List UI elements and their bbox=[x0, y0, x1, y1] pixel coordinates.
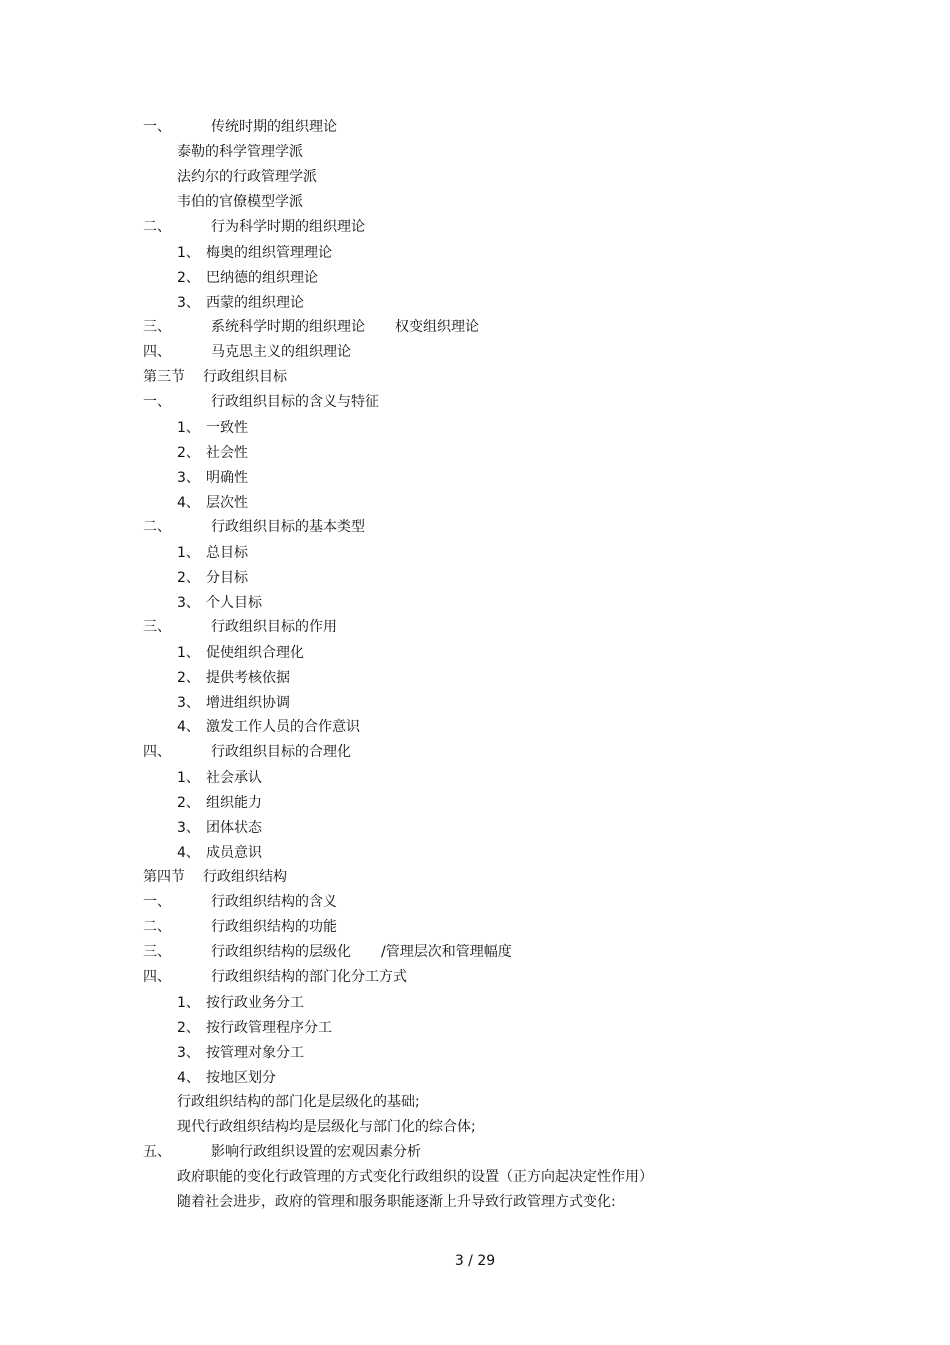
list-item-number: 4、 bbox=[177, 495, 200, 511]
page-number: 3 / 29 bbox=[454, 1253, 496, 1269]
list-item-text: 明确性 bbox=[206, 470, 248, 486]
list-item-text: 个人目标 bbox=[206, 595, 262, 611]
list-item-number: 2、 bbox=[177, 795, 200, 811]
list-item-text: 层次性 bbox=[206, 495, 248, 511]
list-item-number: 1、 bbox=[177, 545, 200, 561]
list-item-number: 3、 bbox=[177, 295, 200, 311]
heading-number: 四、 bbox=[143, 344, 171, 360]
list-item-number: 1、 bbox=[177, 245, 200, 261]
list-item-text: 成员意识 bbox=[206, 845, 262, 861]
list-item-number: 2、 bbox=[177, 570, 200, 586]
section-title: 行政组织目标 bbox=[203, 369, 287, 385]
list-item-text: 提供考核依据 bbox=[206, 670, 290, 686]
heading-number: 一、 bbox=[143, 894, 171, 910]
list-item-number: 4、 bbox=[177, 719, 200, 735]
list-item-text: 梅奥的组织管理理论 bbox=[206, 245, 332, 261]
heading-text: 行政组织结构的部门化分工方式 bbox=[211, 969, 407, 985]
heading-text: 行政组织目标的作用 bbox=[211, 619, 337, 635]
list-item-number: 1、 bbox=[177, 770, 200, 786]
heading-text: 行政组织目标的含义与特征 bbox=[211, 394, 379, 410]
list-item-text: 组织能力 bbox=[206, 795, 262, 811]
heading-text: 影响行政组织设置的宏观因素分析 bbox=[211, 1144, 421, 1160]
list-item-number: 3、 bbox=[177, 820, 200, 836]
paragraph-line: 随着社会进步，政府的管理和服务职能逐渐上升导致行政管理方式变化: bbox=[177, 1194, 616, 1210]
list-item-text: 总目标 bbox=[206, 545, 248, 561]
paragraph-line: 现代行政组织结构均是层级化与部门化的综合体; bbox=[177, 1119, 476, 1135]
heading-extra-text: /管理层次和管理幅度 bbox=[381, 944, 512, 960]
heading-text: 行政组织目标的基本类型 bbox=[211, 519, 365, 535]
heading-number: 一、 bbox=[143, 119, 171, 135]
list-item-number: 2、 bbox=[177, 270, 200, 286]
list-item-number: 3、 bbox=[177, 470, 200, 486]
heading-text: 行政组织结构的层级化 bbox=[211, 944, 351, 960]
list-item-number: 3、 bbox=[177, 1045, 200, 1061]
list-item-number: 1、 bbox=[177, 420, 200, 436]
list-item-text: 巴纳德的组织理论 bbox=[206, 270, 318, 286]
heading-extra-text: 权变组织理论 bbox=[395, 319, 479, 335]
heading-number: 二、 bbox=[143, 219, 171, 235]
section-number: 第三节 bbox=[143, 369, 185, 385]
list-item-number: 2、 bbox=[177, 445, 200, 461]
heading-number: 一、 bbox=[143, 394, 171, 410]
list-item-text: 一致性 bbox=[206, 420, 248, 436]
list-item-text: 激发工作人员的合作意识 bbox=[206, 719, 360, 735]
list-item-number: 4、 bbox=[177, 845, 200, 861]
list-item-text: 按行政管理程序分工 bbox=[206, 1020, 332, 1036]
list-item-number: 4、 bbox=[177, 1070, 200, 1086]
heading-text: 行政组织目标的合理化 bbox=[211, 744, 351, 760]
heading-text: 马克思主义的组织理论 bbox=[211, 344, 351, 360]
list-item-number: 1、 bbox=[177, 645, 200, 661]
list-item-text: 按行政业务分工 bbox=[206, 995, 304, 1011]
paragraph-line: 泰勒的科学管理学派 bbox=[177, 144, 303, 160]
list-item-text: 促使组织合理化 bbox=[206, 645, 304, 661]
paragraph-line: 政府职能的变化行政管理的方式变化行政组织的设置（正方向起决定性作用） bbox=[177, 1169, 653, 1185]
list-item-text: 社会承认 bbox=[206, 770, 262, 786]
list-item-number: 3、 bbox=[177, 695, 200, 711]
section-number: 第四节 bbox=[143, 869, 185, 885]
heading-text: 行为科学时期的组织理论 bbox=[211, 219, 365, 235]
paragraph-line: 韦伯的官僚模型学派 bbox=[177, 194, 303, 210]
heading-number: 四、 bbox=[143, 744, 171, 760]
heading-number: 四、 bbox=[143, 969, 171, 985]
heading-text: 系统科学时期的组织理论 bbox=[211, 319, 365, 335]
heading-text: 传统时期的组织理论 bbox=[211, 119, 337, 135]
list-item-text: 团体状态 bbox=[206, 820, 262, 836]
heading-text: 行政组织结构的功能 bbox=[211, 919, 337, 935]
list-item-text: 按地区划分 bbox=[206, 1070, 276, 1086]
heading-number: 三、 bbox=[143, 619, 171, 635]
heading-text: 行政组织结构的含义 bbox=[211, 894, 337, 910]
list-item-text: 西蒙的组织理论 bbox=[206, 295, 304, 311]
list-item-number: 2、 bbox=[177, 1020, 200, 1036]
list-item-text: 增进组织协调 bbox=[206, 695, 290, 711]
heading-number: 二、 bbox=[143, 919, 171, 935]
paragraph-line: 法约尔的行政管理学派 bbox=[177, 169, 317, 185]
list-item-number: 1、 bbox=[177, 995, 200, 1011]
list-item-number: 3、 bbox=[177, 595, 200, 611]
section-title: 行政组织结构 bbox=[203, 869, 287, 885]
list-item-text: 分目标 bbox=[206, 570, 248, 586]
list-item-text: 社会性 bbox=[206, 445, 248, 461]
heading-number: 五、 bbox=[143, 1144, 171, 1160]
paragraph-line: 行政组织结构的部门化是层级化的基础; bbox=[177, 1094, 420, 1110]
list-item-number: 2、 bbox=[177, 670, 200, 686]
heading-number: 二、 bbox=[143, 519, 171, 535]
heading-number: 三、 bbox=[143, 319, 171, 335]
heading-number: 三、 bbox=[143, 944, 171, 960]
list-item-text: 按管理对象分工 bbox=[206, 1045, 304, 1061]
